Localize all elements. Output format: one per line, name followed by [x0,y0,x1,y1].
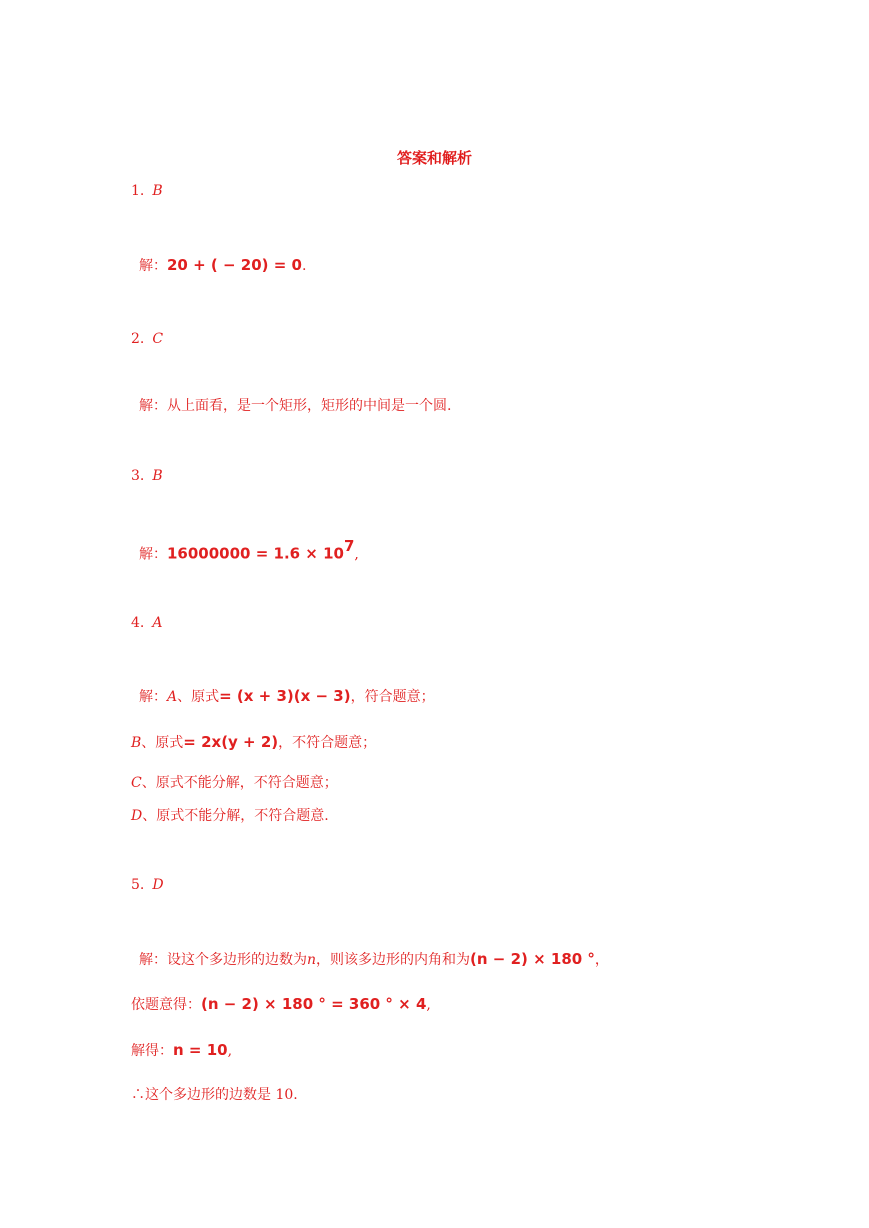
answer-number: 5. [131,877,145,893]
solution-end: ，不符合题意； [278,735,377,751]
solution-end: , [426,997,431,1013]
answer-4 [131,614,162,632]
solution-exponent: 7 [343,537,355,555]
solution-prefix: 解：设这个多边形的边数为 [139,952,307,968]
solution-4-line-2 [131,733,376,752]
solution-end: , [354,546,359,563]
solution-expression: (n − 2) × 180 ° = 360 ° × 4 [201,995,427,1013]
solution-text: 、原式 [177,689,220,705]
solution-text: 、原式 [141,735,184,751]
solution-5-line-2 [131,995,431,1014]
solution-3 [139,539,359,564]
answer-2 [131,330,163,348]
solution-expression: = (x + 3)(x − 3) [219,687,351,705]
solution-text: ，则该多边形的内角和为 [316,952,471,968]
solution-expression: (n − 2) × 180 ° [470,950,595,968]
solution-prefix: 解： [139,546,167,563]
solution-1 [139,256,306,275]
option-letter: C [131,775,142,791]
answer-number: 1. [131,183,145,199]
answer-letter: A [152,615,163,631]
solution-expression: 20 + ( − 20) = 0 [167,256,302,274]
answer-letter: B [152,183,163,199]
answer-letter: B [152,468,163,484]
solution-5-line-1 [139,950,609,969]
solution-end: ，符合题意； [350,689,435,705]
solution-prefix: 依题意得： [131,997,201,1013]
solution-expression: = 2x(y + 2) [183,733,279,751]
solution-end: . [301,258,307,274]
solution-4-line-4 [131,807,329,825]
solution-prefix: 解得： [131,1043,173,1059]
solution-5-line-4: ∴这个多边形的边数是 10. [131,1087,298,1103]
solution-4-line-1 [139,687,435,706]
solution-expression: 16000000 = 1.6 × 10 [167,544,344,563]
answer-letter: D [152,877,164,893]
solution-end: , [227,1043,233,1059]
solution-text: 、原式不能分解，不符合题意； [141,775,338,791]
answer-number: 4. [131,615,145,631]
solution-5-line-3 [131,1041,232,1060]
answer-number: 3. [131,468,145,484]
solution-prefix: 解： [139,689,167,705]
solution-text: 、原式不能分解，不符合题意. [142,808,329,824]
option-letter: B [131,735,142,751]
answer-letter: C [152,331,164,347]
solution-prefix: 解： [139,258,167,274]
solution-4-line-3 [131,774,338,792]
solution-end: ， [594,952,609,968]
answer-5 [131,876,164,894]
solution-2: 解：从上面看，是一个矩形，矩形的中间是一个圆. [139,398,452,414]
answer-1 [131,182,163,200]
page-title: 答案和解析 [396,149,472,167]
answer-number: 2. [131,331,145,347]
solution-expression: n = 10 [173,1041,228,1059]
option-letter: A [167,689,178,705]
answer-3 [131,467,163,485]
option-letter: D [131,808,143,824]
variable: n [307,952,317,968]
